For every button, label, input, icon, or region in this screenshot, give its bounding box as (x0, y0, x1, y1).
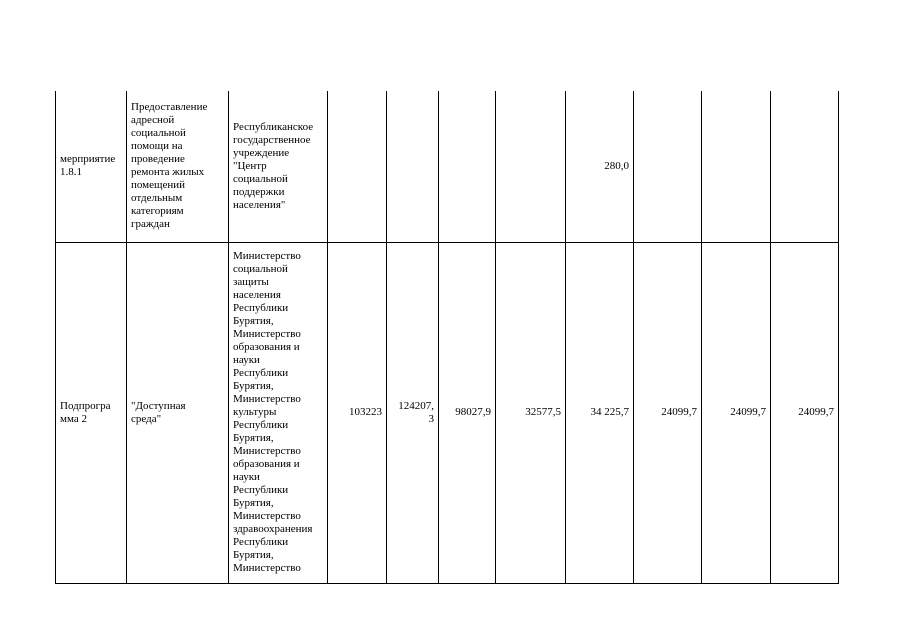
row-executor-cell (229, 91, 328, 242)
row-description: Предоставление адресной социальной помощи на проведение ремонта жилых помещений отдельным категориям граждан (131, 101, 208, 231)
value: 103223 (349, 406, 382, 418)
table-row (56, 242, 839, 583)
row-description-cell (127, 91, 229, 242)
value-cell (496, 242, 566, 583)
row-name-cell (56, 91, 127, 242)
row-executor-cell (229, 242, 328, 583)
row-description-cell (127, 242, 229, 583)
value-cell (771, 242, 839, 583)
row-executor: Министерство социальной защиты населения Республики Бурятия, Министерство образования и науки Республики Бурятия, Министерство культуры Республики Бурятия, Министерство образования и науки Республики Бурятия, Министерство здравоохранения Республики Бурятия, Министерство (233, 250, 313, 574)
row-executor: Республиканское государственное учреждение "Центр социальной поддержки населения" (233, 120, 314, 211)
value-cell (496, 91, 566, 242)
value-cell (439, 91, 496, 242)
value: 24099,7 (730, 406, 766, 418)
value-cell (387, 91, 439, 242)
value-cell (566, 242, 634, 583)
row-name: Подпрогра мма 2 (60, 399, 111, 425)
value-cell (634, 91, 702, 242)
value: 24099,7 (661, 406, 697, 418)
value: 32577,5 (525, 406, 561, 418)
budget-table-page (55, 91, 839, 584)
row-name: мерприятие 1.8.1 (60, 153, 116, 179)
value: 280,0 (604, 159, 629, 172)
value: 124207, 3 (398, 399, 434, 425)
value-cell (702, 242, 771, 583)
value-cell (439, 242, 496, 583)
value: 98027,9 (455, 406, 491, 418)
table-row (56, 91, 839, 242)
value-cell (328, 91, 387, 242)
value-cell (566, 91, 634, 242)
value: 34 225,7 (590, 406, 629, 418)
value: 24099,7 (798, 406, 834, 418)
row-name-cell (56, 242, 127, 583)
value-cell (328, 242, 387, 583)
value-cell (702, 91, 771, 242)
budget-table (55, 91, 839, 584)
value-cell (387, 242, 439, 583)
value-cell (634, 242, 702, 583)
row-description: "Доступная среда" (131, 399, 186, 425)
value-cell (771, 91, 839, 242)
